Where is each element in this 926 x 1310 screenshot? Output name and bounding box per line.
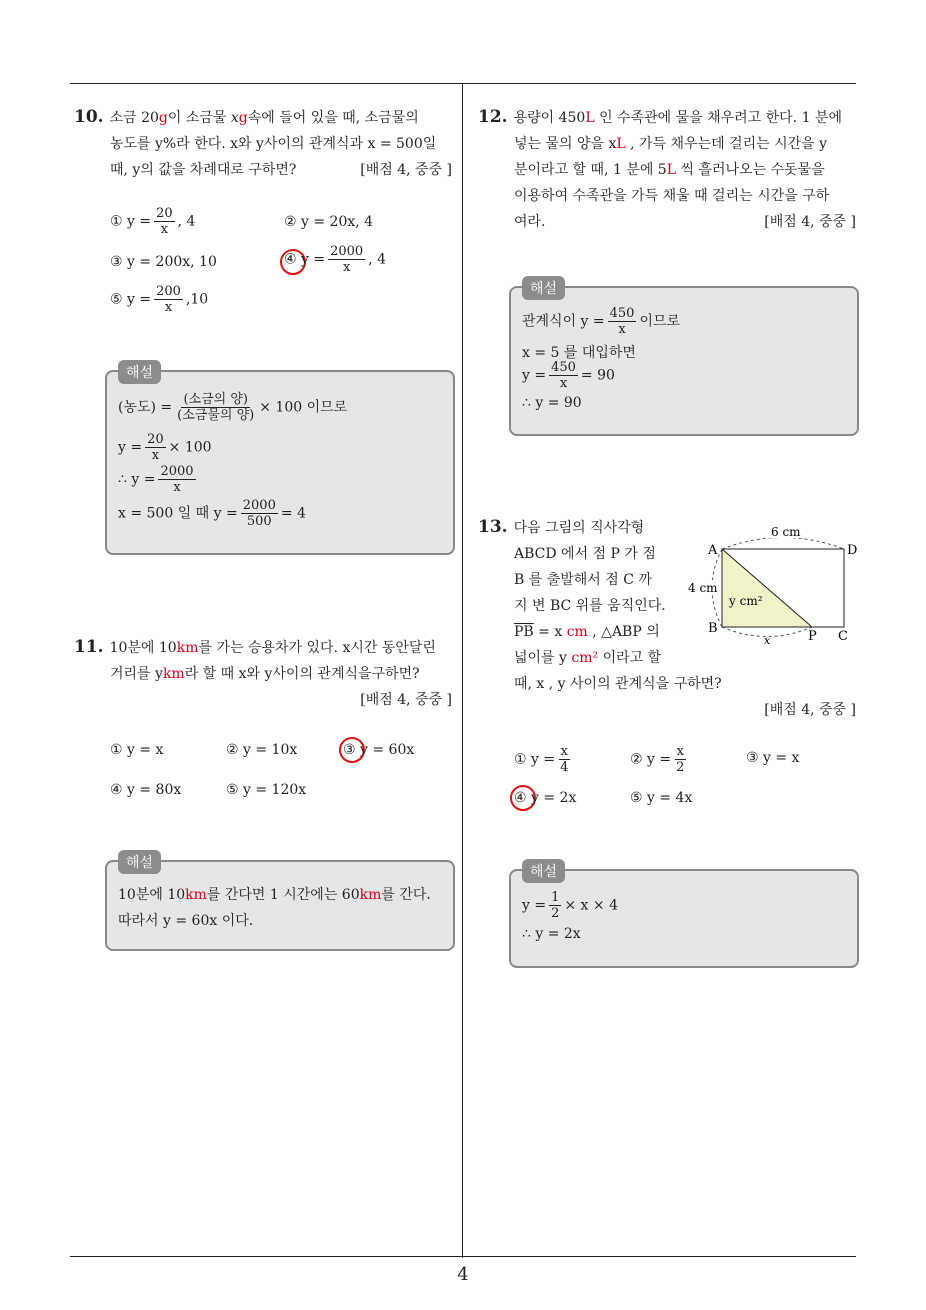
choice-10-2[interactable]: ② y = 20x, 4	[284, 214, 374, 230]
choice-10-1[interactable]: ① y = $\frac{20}{x}$ , 4	[110, 206, 196, 237]
question-12-line5: 여라. [배점 4, 중중 ]	[478, 209, 860, 235]
question-10	[74, 104, 458, 183]
solution-line: x = 5 를 대입하면	[522, 345, 636, 361]
question-12-line3: 분이라고 할 때, 1 분에 5L 씩 흘러나오는 수돗물을	[514, 162, 825, 178]
choice-11-2[interactable]: ② y = 10x	[226, 742, 298, 758]
question-10-line3: 때, y의 값을 차례대로 구하면? [배점 4, 중중 ]	[74, 157, 458, 183]
question-13-line5: $\overline{PB} = x$ cm , △ABP 의	[514, 624, 660, 640]
choice-11-4[interactable]: ④ y = 80x	[110, 782, 182, 798]
solution-line: 관계식이 y = $\frac{450}{x}$ 이므로	[522, 306, 681, 337]
label-bp-length: x	[764, 634, 771, 647]
score: [배점 4, 중중 ]	[764, 214, 856, 230]
top-rule	[70, 83, 856, 84]
question-11	[74, 634, 458, 713]
label-left-length: 4 cm	[688, 581, 718, 595]
label-point-p: P	[808, 629, 817, 644]
choice-13-3[interactable]: ③ y = x	[746, 750, 800, 766]
choice-10-4[interactable]: ④ y = $\frac{2000}{x}$ , 4	[284, 244, 387, 275]
fraction: $\frac{2000}{x}$	[330, 244, 364, 275]
question-number: 11.	[74, 637, 104, 657]
choice-11-1[interactable]: ① y = x	[110, 742, 164, 758]
question-12-line1: 12. 용량이 450L 인 수족관에 물을 채우려고 한다. 1 분에	[478, 107, 842, 127]
solution-line: y = $\frac{1}{2}$ × x × 4	[522, 890, 618, 921]
choice-10-3[interactable]: ③ y = 200x, 10	[110, 254, 217, 270]
question-12-line4: 이용하여 수족관을 가득 채울 때 걸리는 시간을 구하	[514, 188, 830, 204]
solution-label: 해설	[118, 360, 161, 384]
column-divider	[462, 84, 463, 1258]
solution-line: x = 500 일 때 y = $\frac{2000}{500}$ = 4	[118, 498, 306, 529]
score: [배점 4, 중중 ]	[764, 702, 856, 718]
solution-line: y = $\frac{20}{x}$ × 100	[118, 432, 212, 463]
solution-label: 해설	[522, 276, 565, 300]
question-number: 10.	[74, 107, 104, 127]
choice-13-4[interactable]: ④ y = 2x	[514, 790, 577, 806]
score: [배점 4, 중중 ]	[360, 162, 452, 178]
label-point-d: D	[847, 543, 858, 558]
label-point-a: A	[708, 543, 718, 558]
solution-line: ∴ y = 90	[522, 395, 582, 411]
question-10-line2: 농도를 y%라 한다. x와 y사이의 관계식과 x = 500일	[110, 136, 437, 152]
solution-box-11	[105, 860, 455, 951]
page-number: 4	[457, 1264, 469, 1285]
choice-13-2[interactable]: ② y = $\frac{x}{2}$	[630, 744, 685, 775]
choice-11-5[interactable]: ⑤ y = 120x	[226, 782, 307, 798]
label-area: y cm²	[729, 594, 763, 608]
bottom-rule	[70, 1256, 856, 1257]
question-13-line7: 때, x , y 사이의 관계식을 구하면?	[514, 676, 722, 692]
dimension-arc-top	[722, 538, 844, 550]
triangle-abp	[722, 549, 812, 627]
solution-line: 10분에 10km를 간다면 1 시간에는 60km를 간다.	[118, 887, 431, 903]
solution-label: 해설	[522, 859, 565, 883]
question-13-line2: ABCD 에서 점 P 가 점	[514, 546, 656, 562]
question-11-line2: 거리를 ykm라 할 때 x와 y사이의 관계식을구하면?	[110, 666, 420, 682]
solution-line: y = $\frac{450}{x}$ = 90	[522, 360, 615, 391]
score: [배점 4, 중중 ]	[360, 692, 452, 708]
rectangle-figure	[680, 518, 860, 648]
question-12	[478, 104, 860, 235]
label-point-c: C	[838, 629, 848, 644]
solution-line: ∴ y = 2x	[522, 926, 581, 942]
question-12-line2: 넣는 물의 양을 xL , 가득 채우는데 걸리는 시간을 y	[514, 136, 828, 152]
question-10-line1: 10. 소금 20g이 소금물 xg속에 들어 있을 때, 소금물의	[74, 107, 419, 127]
fraction: $\frac{200}{x}$	[156, 284, 181, 315]
question-13-line4: 지 변 BC 위를 움직인다.	[514, 598, 666, 614]
label-point-b: B	[708, 621, 718, 636]
choice-13-1[interactable]: ① y = $\frac{x}{4}$	[514, 744, 569, 775]
choice-13-5[interactable]: ⑤ y = 4x	[630, 790, 693, 806]
question-13-line6: 넓이를 y cm² 이라고 할	[514, 650, 662, 666]
solution-line: ∴ y = $\frac{2000}{x}$	[118, 464, 194, 495]
question-11-line1: 11. 10분에 10km를 가는 승용차가 있다. x시간 동안달린	[74, 637, 436, 657]
solution-line: 따라서 y = 60x 이다.	[118, 913, 254, 929]
choice-10-5[interactable]: ⑤ y = $\frac{200}{x}$ ,10	[110, 284, 209, 315]
choice-11-3[interactable]: ③ y = 60x	[343, 742, 415, 758]
fraction: $\frac{20}{x}$	[156, 206, 173, 237]
question-number: 13.	[478, 517, 508, 537]
fraction: $\frac{x}{2}$	[676, 744, 685, 775]
question-13-line3: B 를 출발해서 점 C 까	[514, 572, 652, 588]
question-number: 12.	[478, 107, 508, 127]
label-top-length: 6 cm	[771, 525, 801, 539]
solution-line: (농도) = $\frac{\text{(소금의 양)}}{\text{(소금물의 양)}}$ × 100 이므로	[118, 392, 348, 423]
solution-label: 해설	[118, 850, 161, 874]
fraction: $\frac{x}{4}$	[560, 744, 569, 775]
question-13-line1: 13. 다음 그림의 직사각형	[478, 517, 645, 537]
